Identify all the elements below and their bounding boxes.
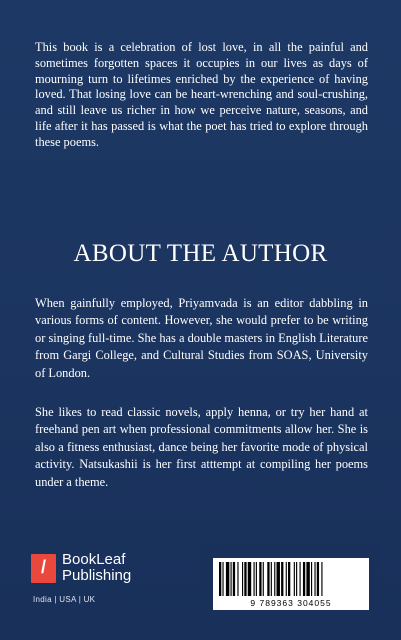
isbn-number: 9 789363 304055 <box>250 598 332 608</box>
author-bio-paragraph-2: She likes to read classic novels, apply henna, or try her hand at freehand pen art when professional commitments allow her. She is also a fitness enthusiast, dance being her favorite mode of physical activity. Natsukashii is her first atttempt at compiling her poems under a theme. <box>35 405 368 489</box>
publisher-regions: India | USA | UK <box>33 595 96 604</box>
publisher-name: BookLeaf Publishing <box>62 551 132 584</box>
author-bio-paragraph-1: When gainfully employed, Priyamvada is an editor dabbling in various forms of content. However, she would prefer to be writing or singing full-time. She has a double masters in English Literature from Gargi College, and Cultural Studies from SOAS, University of London. <box>35 296 368 380</box>
book-blurb: This book is a celebration of lost love, in all the painful and sometimes forgotten spaces it occupies in our lives as days of mourning turn to lifetimes enriched by the experience of having loved. That losing love can be heart-wrenching and soul-crushing, and still leave us richer in how we perceive nature, seasons, and life after it has passed is what the poet has tried to explore through these poems. <box>35 40 368 149</box>
isbn-barcode <box>213 558 369 610</box>
barcode-bars-icon <box>219 562 363 598</box>
bookleaf-logo-icon: / <box>31 554 56 583</box>
about-author-heading: ABOUT THE AUTHOR <box>73 240 328 267</box>
barcode-panel <box>199 538 382 628</box>
publisher-logo <box>31 551 171 614</box>
